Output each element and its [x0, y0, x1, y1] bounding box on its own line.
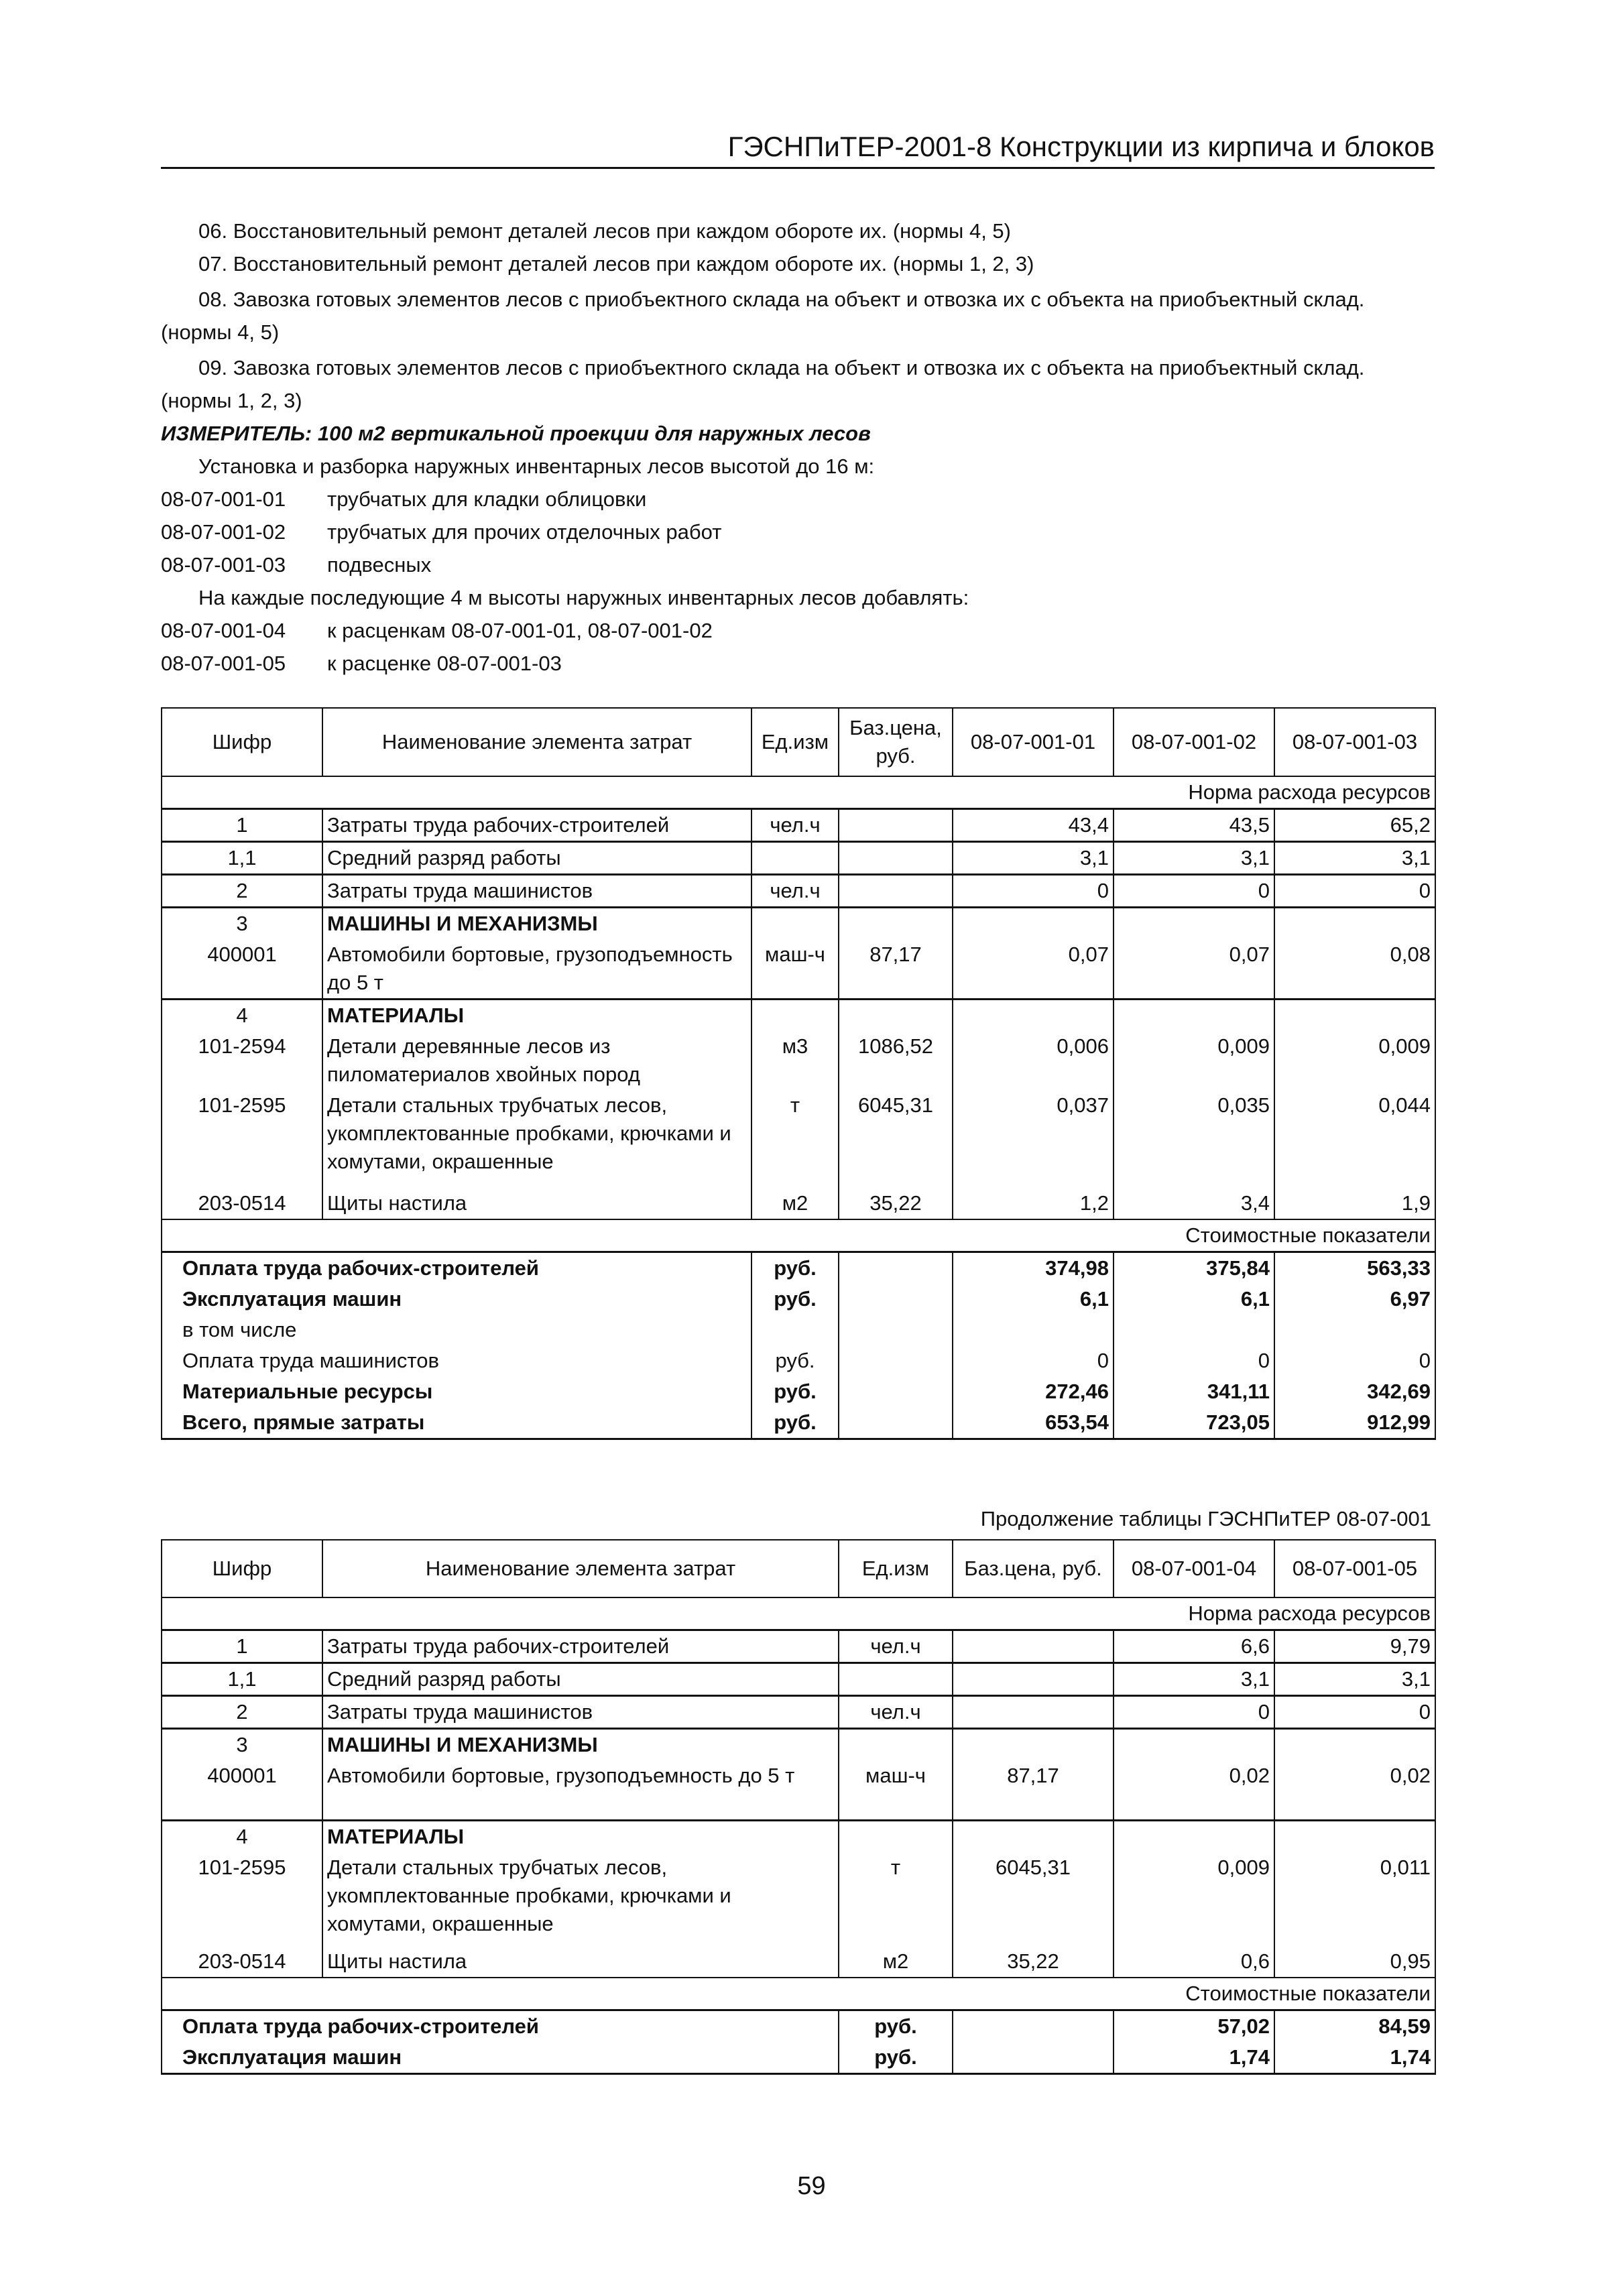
cost-row	[162, 1315, 1435, 1345]
cell-price: 35,22	[839, 1177, 953, 1219]
cell-value: 0	[1114, 1696, 1274, 1729]
cell-value: 0,037	[953, 1090, 1114, 1177]
col-header: Баз.цена, руб.	[953, 1540, 1114, 1597]
code-desc: трубчатых для прочих отделочных работ	[327, 520, 722, 544]
cost-price	[839, 1315, 953, 1345]
cost-value: 57,02	[1114, 2010, 1274, 2043]
cost-value: 341,11	[1114, 1376, 1274, 1407]
cell-price	[839, 809, 953, 842]
measure-unit: ИЗМЕРИТЕЛЬ: 100 м2 вертикальной проекции для наружных лесов	[161, 422, 871, 445]
code-id: 08-07-001-04	[161, 619, 286, 642]
cell-code: 4	[162, 1000, 322, 1032]
table-header-row	[162, 708, 1435, 776]
cost-row	[162, 1376, 1435, 1407]
cell-value: 1,9	[1274, 1177, 1435, 1219]
cell-name: Затраты труда рабочих-строителей	[322, 1630, 839, 1663]
code-id: 08-07-001-02	[161, 520, 286, 544]
cell-value: 1,2	[953, 1177, 1114, 1219]
cost-price	[953, 2010, 1114, 2043]
cost-unit: руб.	[839, 2010, 953, 2043]
cell-value: 0	[953, 875, 1114, 908]
section-title: МАШИНЫ И МЕХАНИЗМЫ	[322, 1729, 839, 1761]
cell-value: 3,1	[1274, 842, 1435, 875]
cell-price: 87,17	[953, 1760, 1114, 1821]
resource-table-1	[161, 707, 1436, 1440]
cell-code: 1	[162, 809, 322, 842]
cell-value: 3,1	[1114, 1663, 1274, 1696]
cell-code: 101-2595	[162, 1090, 322, 1177]
cell-value: 0,02	[1114, 1760, 1274, 1821]
cell-code: 4	[162, 1821, 322, 1853]
cell-value	[1114, 1000, 1274, 1032]
cell-code: 3	[162, 1729, 322, 1761]
cell-unit	[839, 1663, 953, 1696]
section-title: МАШИНЫ И МЕХАНИЗМЫ	[322, 908, 752, 940]
code-desc: трубчатых для кладки облицовки	[327, 487, 647, 511]
code-line	[161, 647, 1435, 680]
section-title: МАТЕРИАЛЫ	[322, 1000, 752, 1032]
cell-price	[953, 1729, 1114, 1761]
cost-title-row	[162, 1978, 1435, 2010]
cost-price	[953, 2042, 1114, 2074]
cell-unit: маш-ч	[839, 1760, 953, 1821]
cost-name: Эксплуатация машин	[162, 1284, 752, 1315]
cell-value: 0,02	[1274, 1760, 1435, 1821]
cell-value: 0,08	[1274, 939, 1435, 1000]
cost-price	[839, 1407, 953, 1439]
cost-row	[162, 2042, 1435, 2074]
table-continuation-caption: Продолжение таблицы ГЭСНПиТЕР 08-07-001	[980, 1507, 1431, 1530]
cost-unit: руб.	[839, 2042, 953, 2074]
cell-name: Детали стальных трубчатых лесов, укомплектованные пробками, крючками и хомутами, окрашенные	[322, 1090, 752, 1177]
code-id: 08-07-001-03	[161, 553, 286, 577]
cost-price	[839, 1252, 953, 1284]
cell-value: 3,1	[953, 842, 1114, 875]
note-07: 07. Восстановительный ремонт деталей лесов при каждом обороте их. (нормы 1, 2, 3)	[198, 252, 1034, 276]
note-09-norms: (нормы 1, 2, 3)	[161, 389, 302, 412]
cell-value: 0,044	[1274, 1090, 1435, 1177]
cell-price	[953, 1696, 1114, 1729]
cost-value	[1114, 1315, 1274, 1345]
cost-value: 0	[1114, 1345, 1274, 1376]
cost-name: Оплата труда рабочих-строителей	[162, 2010, 839, 2043]
cell-value: 3,4	[1114, 1177, 1274, 1219]
code-line	[161, 548, 1435, 581]
page-number: 59	[797, 2172, 826, 2200]
cost-title: Стоимостные показатели	[162, 1978, 1435, 2010]
cost-value: 912,99	[1274, 1407, 1435, 1439]
cost-row	[162, 1252, 1435, 1284]
cell-price: 87,17	[839, 939, 953, 1000]
cell-code: 1	[162, 1630, 322, 1663]
cell-value: 0,009	[1114, 1031, 1274, 1090]
cost-value: 272,46	[953, 1376, 1114, 1407]
cost-row	[162, 1407, 1435, 1439]
cell-value: 0,006	[953, 1031, 1114, 1090]
cell-name: Автомобили бортовые, грузоподъемность до 5 т	[322, 939, 752, 1000]
col-header: Ед.изм	[752, 708, 839, 776]
cell-value	[1114, 908, 1274, 940]
cell-name: Средний разряд работы	[322, 842, 752, 875]
cell-value: 0,95	[1274, 1939, 1435, 1978]
cell-name: Детали деревянные лесов из пиломатериалов хвойных пород	[322, 1031, 752, 1090]
cost-value: 563,33	[1274, 1252, 1435, 1284]
table-row	[162, 1939, 1435, 1978]
norm-title: Норма расхода ресурсов	[162, 1597, 1435, 1630]
cell-code: 1,1	[162, 842, 322, 875]
col-header: Баз.цена, руб.	[839, 708, 953, 776]
cell-unit: чел.ч	[839, 1696, 953, 1729]
section-row	[162, 1729, 1435, 1761]
note-09-text: 09. Завозка готовых элементов лесов с приобъектного склада на объект и отвозка их с объекта на приобъектный склад.	[198, 356, 1365, 379]
cell-price: 35,22	[953, 1939, 1114, 1978]
cell-price: 6045,31	[953, 1852, 1114, 1939]
note-09	[161, 351, 1435, 417]
cell-name: Детали стальных трубчатых лесов, укомплектованные пробками, крючками и хомутами, окрашенные	[322, 1852, 839, 1939]
section-row	[162, 1000, 1435, 1032]
cell-value: 0,009	[1114, 1852, 1274, 1939]
cell-price: 1086,52	[839, 1031, 953, 1090]
cell-name: Средний разряд работы	[322, 1663, 839, 1696]
cell-unit	[839, 1729, 953, 1761]
cell-value: 0	[1274, 1696, 1435, 1729]
cell-price	[953, 1821, 1114, 1853]
cell-value: 43,5	[1114, 809, 1274, 842]
cell-name: Затраты труда машинистов	[322, 1696, 839, 1729]
cell-value: 6,6	[1114, 1630, 1274, 1663]
table-row	[162, 1177, 1435, 1219]
cost-value: 6,1	[1114, 1284, 1274, 1315]
cell-code: 2	[162, 875, 322, 908]
cell-price	[953, 1663, 1114, 1696]
cell-value	[1274, 908, 1435, 940]
note-08-norms: (нормы 4, 5)	[161, 320, 280, 344]
note-08-text: 08. Завозка готовых элементов лесов с приобъектного склада на объект и отвозка их с объекта на приобъектный склад.	[198, 288, 1365, 311]
code-desc: к расценкам 08-07-001-01, 08-07-001-02	[327, 619, 713, 642]
cell-price	[839, 842, 953, 875]
table-row	[162, 1852, 1435, 1939]
cost-value: 6,1	[953, 1284, 1114, 1315]
document-title: ГЭСНПиТЕР-2001-8 Конструкции из кирпича и блоков	[727, 131, 1435, 162]
cost-unit	[752, 1315, 839, 1345]
cell-unit: чел.ч	[752, 809, 839, 842]
cell-value	[1274, 1729, 1435, 1761]
cell-code: 2	[162, 1696, 322, 1729]
cell-code: 1,1	[162, 1663, 322, 1696]
page-header	[161, 131, 1435, 169]
cell-code: 101-2594	[162, 1031, 322, 1090]
cell-name: Щиты настила	[322, 1177, 752, 1219]
notes-block	[161, 215, 1435, 680]
cost-name: в том числе	[162, 1315, 752, 1345]
cell-code: 400001	[162, 939, 322, 1000]
table-row	[162, 1630, 1435, 1663]
cost-value: 342,69	[1274, 1376, 1435, 1407]
col-header: 08-07-001-02	[1114, 708, 1274, 776]
cell-name: Затраты труда машинистов	[322, 875, 752, 908]
col-header: Наименование элемента затрат	[322, 1540, 839, 1597]
cost-row	[162, 1345, 1435, 1376]
cost-name: Всего, прямые затраты	[162, 1407, 752, 1439]
col-header: 08-07-001-03	[1274, 708, 1435, 776]
cell-value: 0	[1274, 875, 1435, 908]
code-id: 08-07-001-05	[161, 652, 286, 675]
table-row	[162, 1696, 1435, 1729]
cell-unit: чел.ч	[752, 875, 839, 908]
cell-value	[953, 908, 1114, 940]
note-06: 06. Восстановительный ремонт деталей лесов при каждом обороте их. (нормы 4, 5)	[198, 219, 1011, 243]
table-header-row	[162, 1540, 1435, 1597]
cell-code: 101-2595	[162, 1852, 322, 1939]
cell-unit: м2	[839, 1939, 953, 1978]
table-row	[162, 809, 1435, 842]
cell-price	[839, 908, 953, 940]
cost-value	[953, 1315, 1114, 1345]
col-header: Ед.изм	[839, 1540, 953, 1597]
cell-code: 3	[162, 908, 322, 940]
cost-name: Оплата труда рабочих-строителей	[162, 1252, 752, 1284]
cost-value: 374,98	[953, 1252, 1114, 1284]
table-row	[162, 1760, 1435, 1821]
col-header: Шифр	[162, 1540, 322, 1597]
cell-code: 203-0514	[162, 1177, 322, 1219]
table-row	[162, 842, 1435, 875]
cost-price	[839, 1376, 953, 1407]
resource-table-2	[161, 1539, 1436, 2075]
norm-title-row	[162, 776, 1435, 809]
cost-price	[839, 1345, 953, 1376]
cost-unit: руб.	[752, 1345, 839, 1376]
section-row	[162, 1821, 1435, 1853]
cell-unit	[752, 842, 839, 875]
cost-value: 6,97	[1274, 1284, 1435, 1315]
cost-value: 653,54	[953, 1407, 1114, 1439]
cell-value	[1274, 1821, 1435, 1853]
cost-value: 1,74	[1274, 2042, 1435, 2074]
cell-price: 6045,31	[839, 1090, 953, 1177]
cost-value: 375,84	[1114, 1252, 1274, 1284]
col-header: 08-07-001-01	[953, 708, 1114, 776]
code-desc: к расценке 08-07-001-03	[327, 652, 562, 675]
cell-value	[1274, 1000, 1435, 1032]
table-row	[162, 1090, 1435, 1177]
cost-value: 723,05	[1114, 1407, 1274, 1439]
cost-value: 1,74	[1114, 2042, 1274, 2074]
section-row	[162, 908, 1435, 940]
cell-value: 0,011	[1274, 1852, 1435, 1939]
cost-title: Стоимостные показатели	[162, 1219, 1435, 1252]
code-line	[161, 483, 1435, 516]
cell-value: 3,1	[1114, 842, 1274, 875]
section-title: МАТЕРИАЛЫ	[322, 1821, 839, 1853]
note-08	[161, 283, 1435, 349]
col-header: Шифр	[162, 708, 322, 776]
cell-unit: т	[752, 1090, 839, 1177]
cell-value: 0	[1114, 875, 1274, 908]
cell-price	[953, 1630, 1114, 1663]
cost-unit: руб.	[752, 1284, 839, 1315]
cell-value: 0,07	[953, 939, 1114, 1000]
cell-value: 0,6	[1114, 1939, 1274, 1978]
cost-row	[162, 2010, 1435, 2043]
cell-price	[839, 1000, 953, 1032]
norm-title-row	[162, 1597, 1435, 1630]
cost-unit: руб.	[752, 1407, 839, 1439]
code-line	[161, 614, 1435, 647]
cell-unit	[752, 908, 839, 940]
table-row	[162, 939, 1435, 1000]
code-line	[161, 516, 1435, 548]
cost-name: Материальные ресурсы	[162, 1376, 752, 1407]
cost-row	[162, 1284, 1435, 1315]
cell-value: 65,2	[1274, 809, 1435, 842]
cell-unit: маш-ч	[752, 939, 839, 1000]
col-header: 08-07-001-05	[1274, 1540, 1435, 1597]
col-header: Наименование элемента затрат	[322, 708, 752, 776]
cell-value: 43,4	[953, 809, 1114, 842]
table-row	[162, 1031, 1435, 1090]
cell-code: 400001	[162, 1760, 322, 1821]
cost-name: Оплата труда машинистов	[162, 1345, 752, 1376]
cost-name: Эксплуатация машин	[162, 2042, 839, 2074]
cell-unit: м3	[752, 1031, 839, 1090]
cell-name: Затраты труда рабочих-строителей	[322, 809, 752, 842]
cell-name: Щиты настила	[322, 1939, 839, 1978]
cell-code: 203-0514	[162, 1939, 322, 1978]
cell-unit: м2	[752, 1177, 839, 1219]
cell-value: 3,1	[1274, 1663, 1435, 1696]
cell-price	[839, 875, 953, 908]
cost-value: 84,59	[1274, 2010, 1435, 2043]
cost-unit: руб.	[752, 1376, 839, 1407]
cell-name: Автомобили бортовые, грузоподъемность до 5 т	[322, 1760, 839, 1821]
cell-value: 0,035	[1114, 1090, 1274, 1177]
cell-unit: чел.ч	[839, 1630, 953, 1663]
cell-value: 0,009	[1274, 1031, 1435, 1090]
code-desc: подвесных	[327, 553, 432, 577]
install-intro: Установка и разборка наружных инвентарных лесов высотой до 16 м:	[198, 455, 875, 478]
cell-unit	[752, 1000, 839, 1032]
cost-unit: руб.	[752, 1252, 839, 1284]
cell-value	[1114, 1821, 1274, 1853]
cell-value	[1114, 1729, 1274, 1761]
cost-price	[839, 1284, 953, 1315]
table-row	[162, 875, 1435, 908]
cell-value: 0,07	[1114, 939, 1274, 1000]
cell-unit: т	[839, 1852, 953, 1939]
cell-unit	[839, 1821, 953, 1853]
table-row	[162, 1663, 1435, 1696]
each-height-note: На каждые последующие 4 м высоты наружных инвентарных лесов добавлять:	[198, 586, 969, 609]
cost-title-row	[162, 1219, 1435, 1252]
cell-value	[953, 1000, 1114, 1032]
cell-value: 9,79	[1274, 1630, 1435, 1663]
cost-value: 0	[953, 1345, 1114, 1376]
cost-value	[1274, 1315, 1435, 1345]
norm-title: Норма расхода ресурсов	[162, 776, 1435, 809]
col-header: 08-07-001-04	[1114, 1540, 1274, 1597]
code-id: 08-07-001-01	[161, 487, 286, 511]
cost-value: 0	[1274, 1345, 1435, 1376]
